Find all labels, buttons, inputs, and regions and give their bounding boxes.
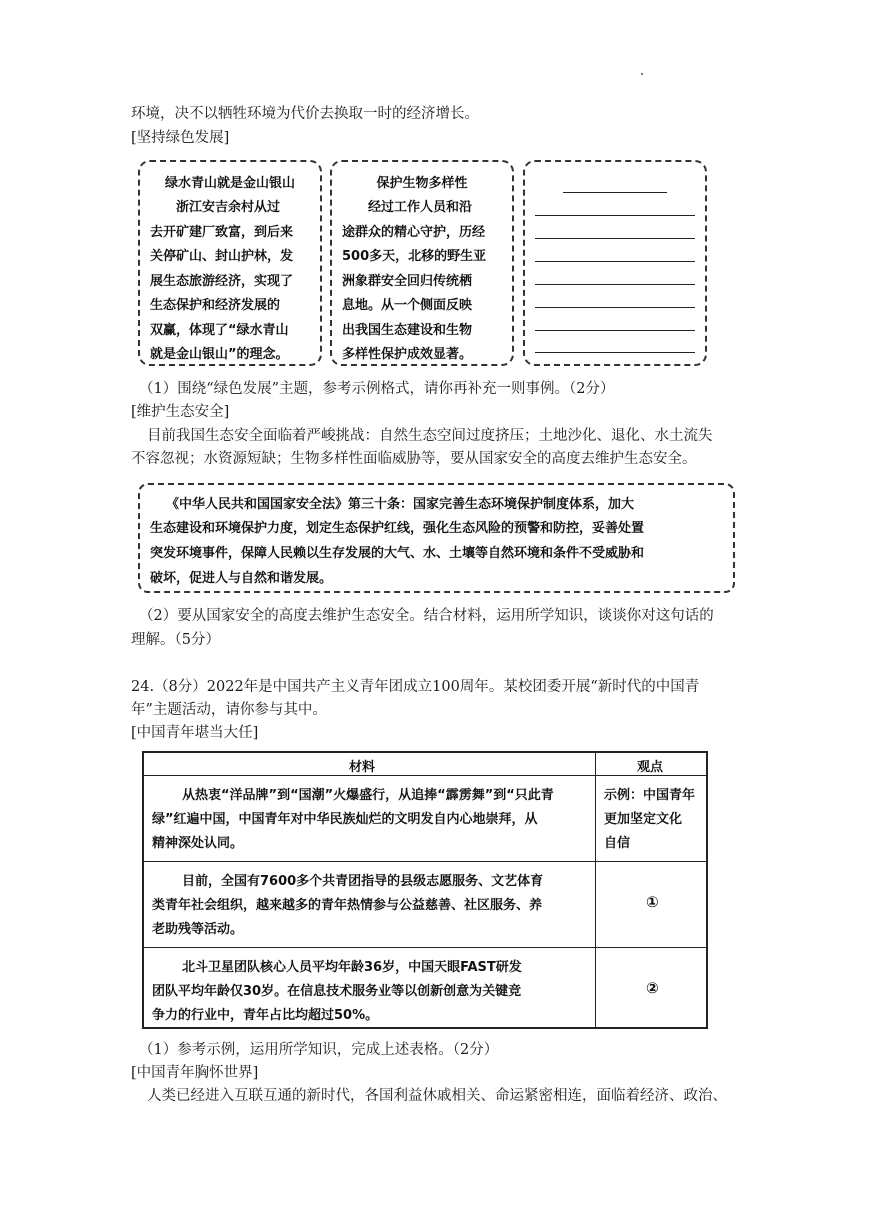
question-24-cont: 年”主题活动，请你参与其中。 bbox=[131, 702, 327, 718]
answer-blank-line bbox=[535, 307, 695, 308]
security-paragraph-line: 目前我国生态安全面临着严峻挑战：自然生态空间过度挤压；土地沙化、退化、水土流失 bbox=[147, 428, 713, 444]
card-line: 经过工作人员和沿 bbox=[368, 200, 473, 215]
section-world-heading: [中国青年胸怀世界] bbox=[131, 1065, 259, 1081]
card-line: 息地。从一个侧面反映 bbox=[342, 298, 473, 313]
row-divider bbox=[144, 861, 706, 862]
card-title: 保护生物多样性 bbox=[376, 176, 468, 191]
card-line: 关停矿山、封山护林，发 bbox=[150, 249, 294, 264]
answer-blank-line bbox=[535, 215, 695, 216]
law-line: 生态建设和环境保护力度，划定生态保护红线，强化生态风险的预警和防控，妥善处置 bbox=[150, 521, 645, 536]
law-line: 突发环境事件，保障人民赖以生存发展的大气、水、土壤等自然环境和条件不受威胁和 bbox=[150, 546, 645, 561]
card-line: 500多天，北移的野生亚 bbox=[342, 249, 487, 264]
card-body bbox=[342, 196, 504, 368]
card-body bbox=[150, 196, 312, 368]
answer-blank-line bbox=[535, 261, 695, 262]
answer-blank-line bbox=[535, 284, 695, 285]
table-row-material-line: 老助残等活动。 bbox=[152, 922, 244, 937]
card-line: 洲象群安全回归传统栖 bbox=[342, 273, 473, 289]
section-green-heading: [坚持绿色发展] bbox=[131, 130, 230, 146]
card-line: 去开矿建厂致富，到后来 bbox=[150, 224, 294, 240]
case-card-biodiversity bbox=[330, 160, 514, 366]
row-divider bbox=[144, 947, 706, 948]
answer-card-blank[interactable] bbox=[523, 160, 707, 366]
law-quote-box bbox=[138, 483, 735, 593]
material-view-table bbox=[142, 751, 708, 1029]
card-line: 浙江安吉余村从过 bbox=[176, 200, 281, 215]
law-line: 《中华人民共和国国家安全法》第三十条：国家完善生态环境保护制度体系，加大 bbox=[166, 497, 635, 512]
answer-slot-1[interactable]: ① bbox=[646, 893, 659, 911]
page-dot bbox=[641, 73, 643, 75]
card-line: 途群众的精心守护，历经 bbox=[342, 224, 486, 240]
answer-blank-line bbox=[535, 352, 695, 353]
answer-slot-2[interactable]: ② bbox=[646, 979, 659, 997]
title-blank-line bbox=[563, 192, 667, 193]
card-line: 就是金山银山”的理念。 bbox=[150, 347, 289, 362]
table-row-material-line: 精神深处认同。 bbox=[152, 836, 244, 851]
card-title: 绿水青山就是金山银山 bbox=[164, 176, 295, 191]
column-divider bbox=[595, 753, 596, 1027]
table-row-material-line: 目前，全国有7600多个共青团指导的县级志愿服务、文艺体育 bbox=[182, 874, 544, 889]
answer-blank-line bbox=[535, 238, 695, 239]
world-paragraph-line: 人类已经进入互联互通的新时代，各国利益休戚相关、命运紧密相连，面临着经济、政治、 bbox=[147, 1088, 727, 1104]
table-row-view-line: 更加坚定文化 bbox=[604, 812, 683, 827]
card-line: 出我国生态建设和生物 bbox=[342, 322, 473, 338]
table-row-material-line: 从热衷“洋品牌”到“国潮”火爆盛行，从追捧“霹雳舞”到“只此青 bbox=[182, 788, 554, 803]
card-line: 生态保护和经济发展的 bbox=[150, 298, 281, 313]
intro-line: 环境，决不以牺牲环境为代价去换取一时的经济增长。 bbox=[131, 106, 479, 122]
table-row-view-line: 示例：中国青年 bbox=[604, 788, 696, 803]
table-row-material-line: 类青年社会组织，越来越多的青年热情参与公益慈善、社区服务、养 bbox=[152, 898, 543, 913]
law-line: 破坏，促进人与自然和谐发展。 bbox=[150, 571, 333, 586]
question-24-1: （1）参考示例，运用所学知识，完成上述表格。（2分） bbox=[139, 1042, 499, 1058]
table-row-material-line: 团队平均年龄仅30岁。在信息技术服务业等以创新创意为关键竞 bbox=[152, 984, 522, 999]
case-card-green-mountains bbox=[138, 160, 322, 366]
table-row-material-line: 绿”红遍中国，中国青年对中华民族灿烂的文明发自内心地崇拜，从 bbox=[152, 812, 538, 827]
header-view: 观点 bbox=[637, 760, 664, 775]
row-divider bbox=[144, 775, 706, 776]
question-2-cont: 理解。（5分） bbox=[131, 632, 220, 648]
header-material: 材料 bbox=[349, 760, 376, 775]
section-security-heading: [维护生态安全] bbox=[131, 404, 230, 420]
question-24: 24.（8分）2022年是中国共产主义青年团成立100周年。某校团委开展“新时代的中国青 bbox=[131, 679, 700, 695]
table-row-view-line: 自信 bbox=[604, 836, 631, 851]
question-1: （1）围绕“绿色发展”主题，参考示例格式，请你再补充一则事例。（2分） bbox=[139, 381, 615, 397]
card-line: 双赢，体现了“绿水青山 bbox=[150, 322, 289, 338]
table-row-material-line: 争力的行业中，青年占比均超过50%。 bbox=[152, 1008, 379, 1023]
card-line: 展生态旅游经济，实现了 bbox=[150, 273, 294, 289]
card-line: 多样性保护成效显著。 bbox=[342, 347, 473, 362]
question-2: （2）要从国家安全的高度去维护生态安全。结合材料，运用所学知识，谈谈你对这句话的 bbox=[139, 608, 714, 624]
section-youth-heading: [中国青年堪当大任] bbox=[131, 725, 259, 741]
security-paragraph-line: 不容忽视；水资源短缺；生物多样性面临威胁等，要从国家安全的高度去维护生态安全。 bbox=[131, 451, 697, 467]
answer-blank-line bbox=[535, 330, 695, 331]
table-row-material-line: 北斗卫星团队核心人员平均年龄36岁，中国天眼FAST研发 bbox=[182, 960, 522, 975]
